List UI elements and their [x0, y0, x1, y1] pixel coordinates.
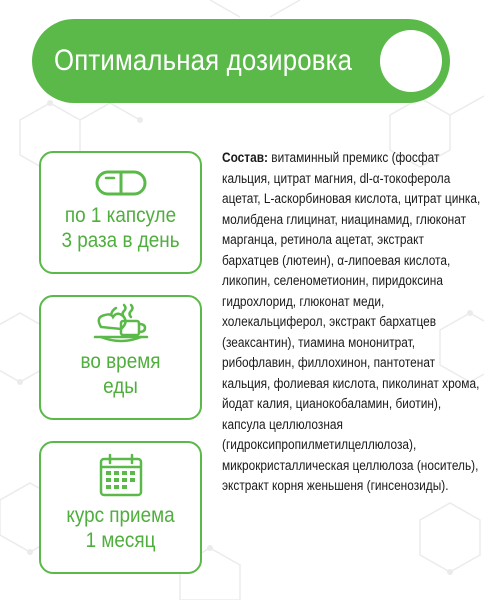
dosage-line-2: 3 раза в день: [61, 229, 180, 252]
composition-block: [222, 148, 481, 497]
course-line-1: курс приема: [66, 504, 175, 527]
title-banner: [32, 19, 450, 103]
course-line-2: 1 месяц: [85, 529, 156, 552]
meal-icon: [91, 301, 151, 345]
composition-label: Состав:: [222, 150, 268, 165]
composition-text: витаминный премикс (фосфат кальция, цитрат магния, dl-α-токоферола ацетат, L-аскорбиновая кислота, цитрат цинка, молибдена глицинат, ниацинамид, глюконат марганца, ретинола ацетат, экстракт бархатцев (лютеин), α-липоевая кислота, ликопин, селенометионин, пиридоксина гидрохлорид, глюконат меди, холекальциферол, экстракт бархатцев (зеаксантин), тиамина мононитрат, рибофлавин, филлохинон, пантотенат кальция, фолиевая кислота, пиколинат хрома, йодат калия, цианокобаламин, биотин), капсула целлюлозная (гидроксипропилметилцеллюлоза), микрокристаллическая целлюлоза (носитель), экстракт корня женьшеня (гинсенозиды).: [222, 150, 481, 493]
banner-circle-decoration: [380, 30, 442, 92]
timing-card: [39, 295, 202, 420]
timing-line-1: во время: [80, 350, 161, 373]
calendar-icon: [98, 452, 144, 498]
capsule-icon: [95, 168, 147, 198]
timing-line-2: еды: [103, 375, 138, 398]
dosage-line-1: по 1 капсуле: [64, 204, 177, 227]
dosage-card: [39, 151, 202, 274]
banner-title: Оптимальная дозировка: [54, 44, 353, 77]
course-card: [39, 441, 202, 574]
